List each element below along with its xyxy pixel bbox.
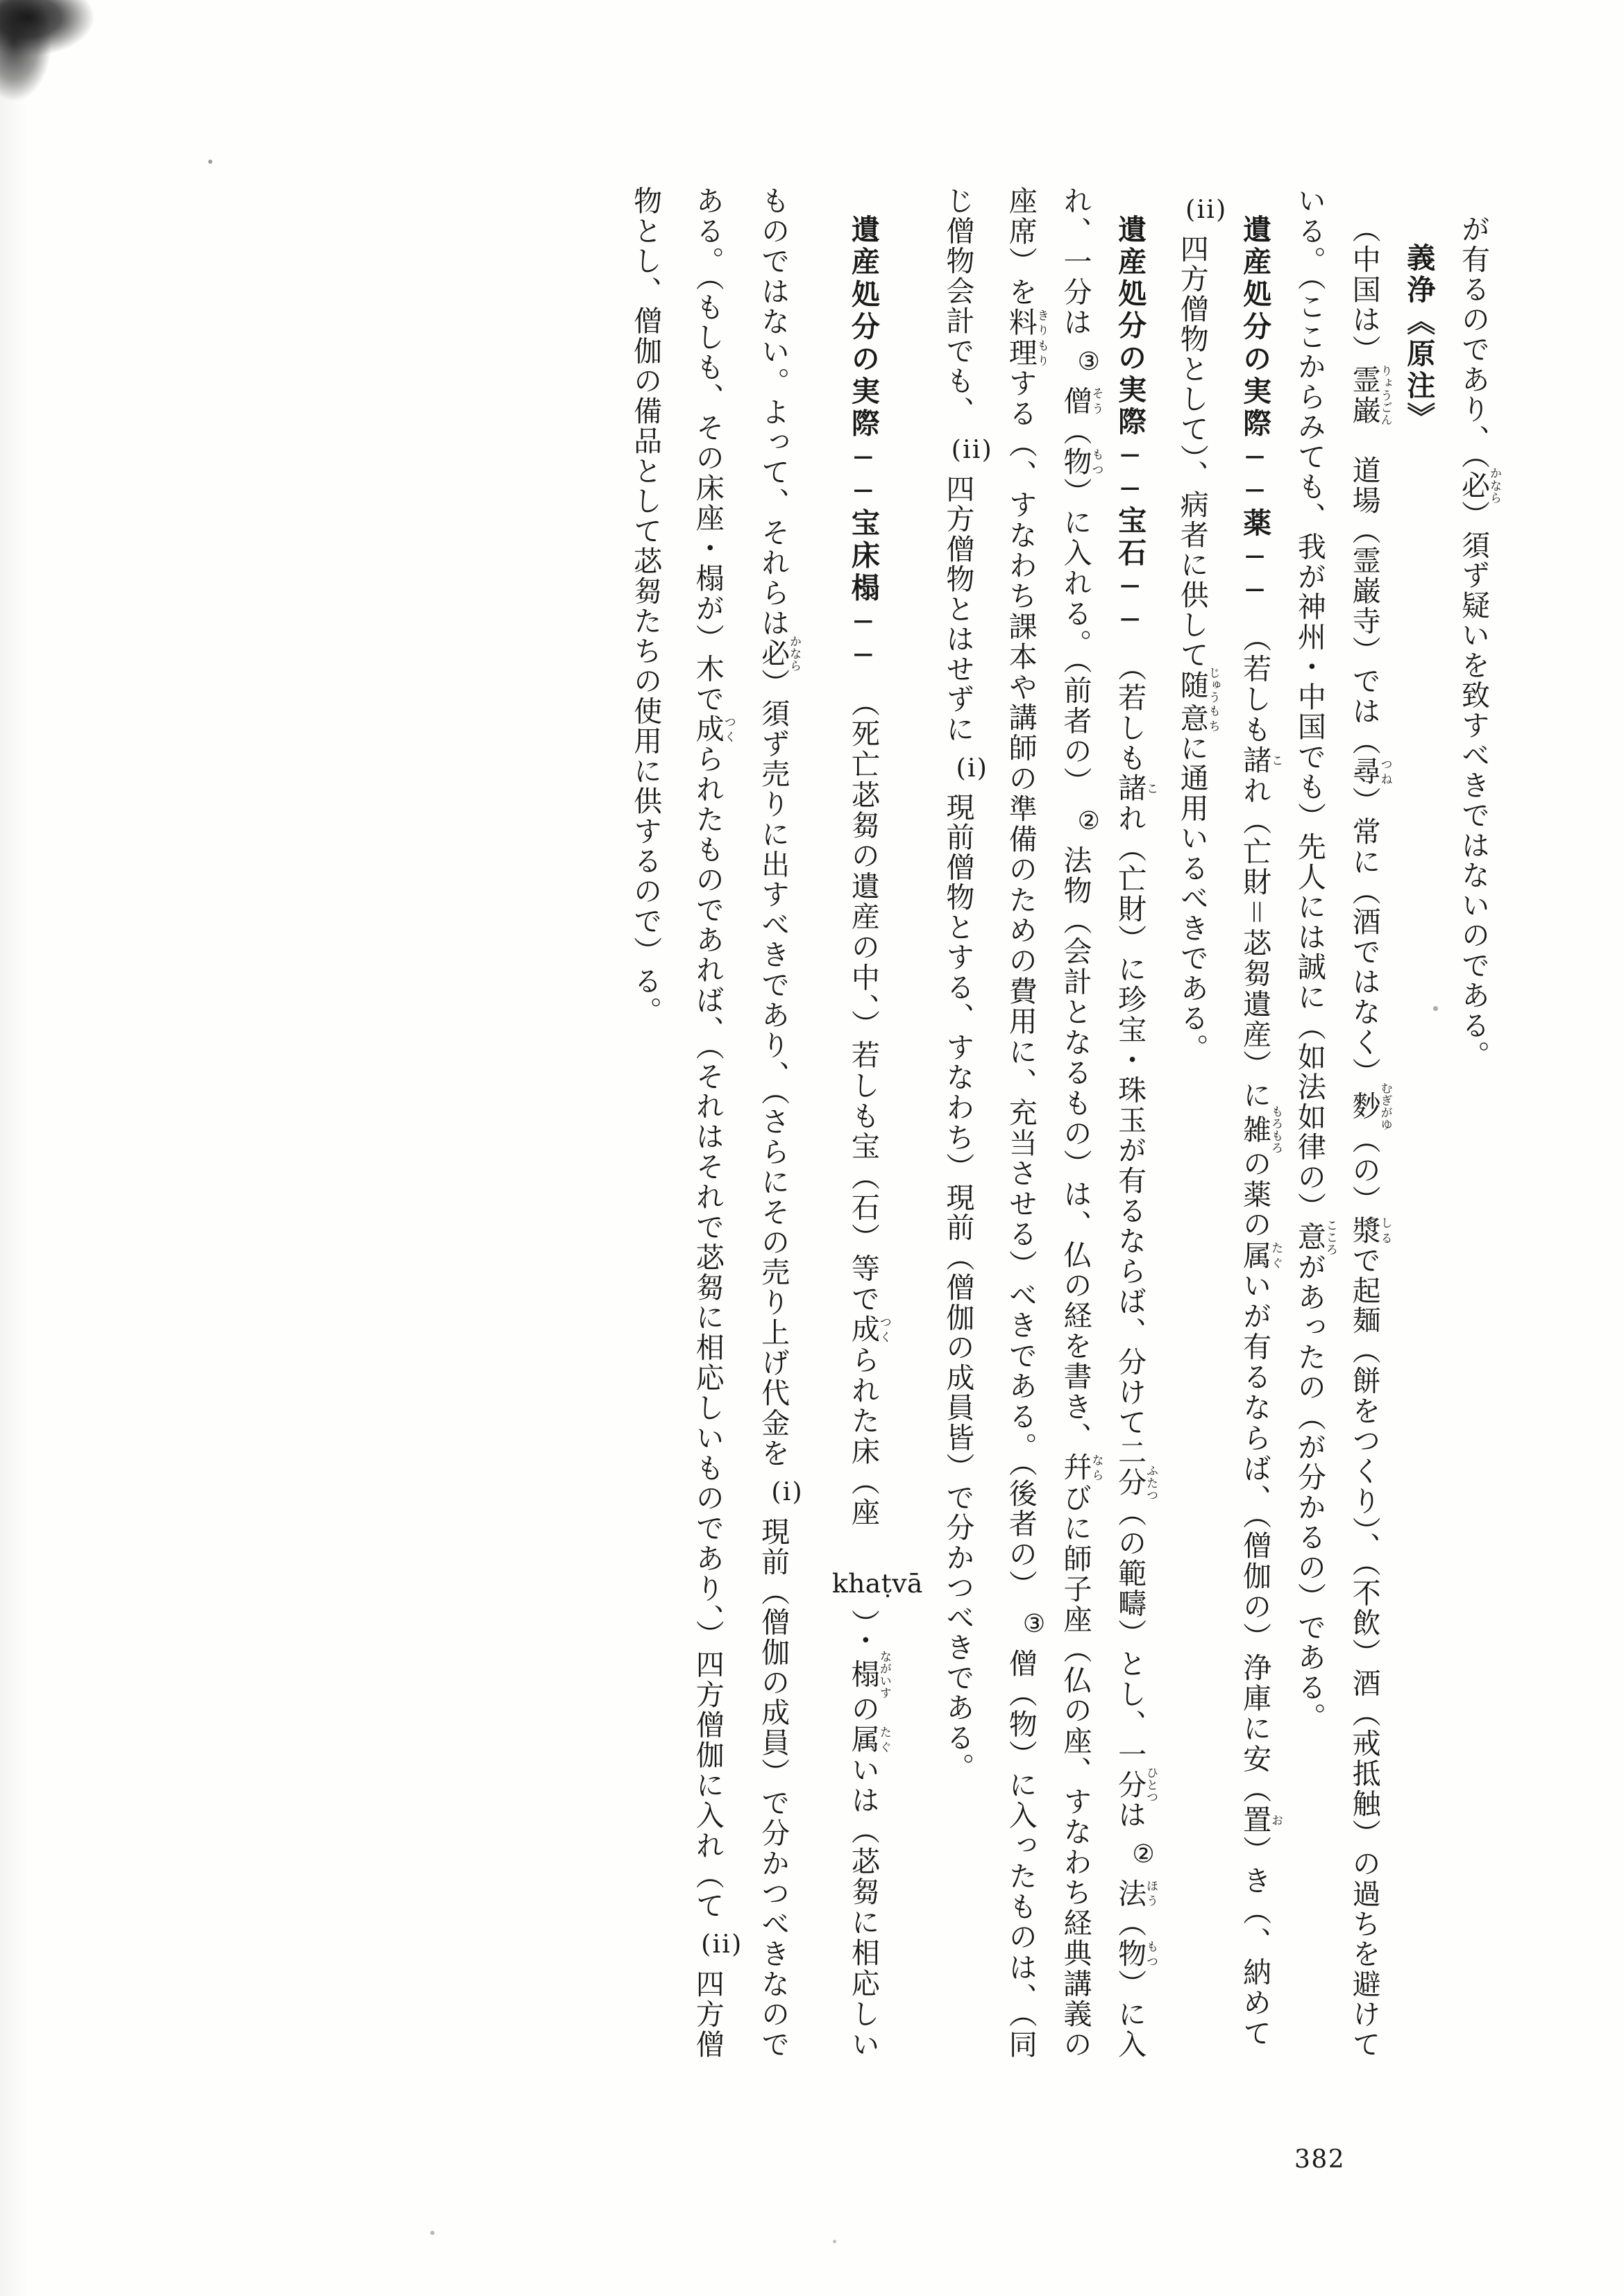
ruby-oki: 置お: [1238, 1805, 1283, 1836]
roman-numeral-ii: (ii): [1185, 195, 1228, 224]
ruby-kanarazu2: 必かなら: [756, 635, 802, 672]
heading-heritage-medicine: 遺産処分の実際──薬──: [1238, 214, 1272, 607]
section-title-text: 義浄《原注》: [1402, 243, 1436, 434]
ruby-motsu2: 物もつ: [1058, 447, 1103, 477]
ruby-nagaisu: 榻ながいす: [846, 1650, 891, 1699]
paragraph-opening: が有るのであり、（必かなら）須ず疑いを致すべきではないのである。: [1457, 214, 1501, 1071]
marker-3b: ③: [1022, 1609, 1047, 1639]
ruby-motsu: 物もつ: [1113, 1939, 1158, 1969]
paragraph-original-note: （中国は）霊巌りょうごん 道場（霊巌寺）では（尋つね）常に（酒ではなく）麨むぎがゆ（の）漿しるで起麺（餅をつくり）、（不飲）酒（戒抵触）の過ちを避けている。（ここからみても、我が神州・中国でも）先人には誠に（如法如律の）意こころがあったの（が分かるの）である。: [1292, 186, 1392, 2059]
ruby-narabi: 幷なら: [1058, 1452, 1103, 1483]
ruby-hitotsu: 分ひとつ: [1113, 1766, 1158, 1803]
ruby-moromoro: 雑もろもろ: [1238, 1105, 1283, 1155]
ruby-tsune: 尋つね: [1347, 756, 1392, 787]
marker-3: ③: [1077, 346, 1102, 376]
page-number: 382: [1294, 2145, 1346, 2174]
latin-term-khatva: khaṭvā: [831, 1567, 923, 1599]
paragraph-heritage-medicine: 遺産処分の実際──薬── （若しも諸これ（亡財＝苾芻遺産）に雑もろもろの薬の属たぐいが有るならば、（僧伽の）浄庫に安（置お）き（、納めて(ii)四方僧物として）、病者に供して随じゅう意もちに通用いるべきである。: [1157, 186, 1282, 2059]
paragraph-heritage-gems: 遺産処分の実際──宝石── （若しも諸これ（亡財）に珍宝・珠玉が有るならば、分けて二分ふたつ（の範疇）とし、一分ひとつは②法ほう（物もつ）に入れ、一分は③僧そう（物もつ）に入れる。（前者の）②法物（会計となるもの）は、仏の経を書き、幷ならびに師子座（仏の座、すなわち経典講義の座席）を料理きりもりする（、すなわち課本や講師の準備のための費用に、充当させる）べきである。（後者の）③僧（物）に入ったものは、（同じ僧物会計でも、(ii)四方僧物とはせずに(i)現前僧物とする、すなわち）現前（僧伽の成員皆）で分かつべきである。: [923, 186, 1157, 2059]
ruby-tagui: 属たぐ: [1238, 1240, 1283, 1271]
ruby-tsuku2: 成つく: [691, 714, 736, 745]
marker-2b: ②: [1077, 806, 1102, 835]
paragraph-heritage-beds: 遺産処分の実際──宝床榻── （死亡苾芻の遺産の中、）若しも宝（石）等で成つくられた床（座 khaṭvā）・榻ながいすの属たぐいは（苾芻に相応しいものではない。よって、それらは必かなら）須ず売りに出すべきであり、（さらにその売り上げ代金を(i)現前（僧伽の成員）で分かつべきなのである。（もしも、その床座・榻が）木で成つくられたものであれば、（それはそれで苾芻に相応しいものであり、）四方僧伽に入れ（て(ii)四方僧物とし、僧伽の備品として苾芻たちの使用に供するので）る。: [629, 186, 923, 2060]
ruby-juu: 随じゅう: [1175, 666, 1220, 704]
ruby-mochi: 意もち: [1175, 703, 1220, 733]
ruby-kokoro: 意こころ: [1292, 1218, 1337, 1256]
ruby-tagui2: 属たぐ: [846, 1724, 891, 1755]
heading-heritage-beds: 遺産処分の実際──宝床榻──: [846, 214, 880, 672]
vertical-text-body: [223, 186, 1500, 2059]
ruby-kirimori: 料理きりもり: [1004, 307, 1049, 368]
page-edge-shading: [0, 0, 28, 2296]
scan-speck: [208, 160, 212, 164]
marker-2: ②: [1132, 1839, 1156, 1869]
roman-numeral-i: (i): [956, 753, 989, 783]
ruby-futatsu: 分ふたつ: [1113, 1464, 1158, 1502]
ruby-ko: 諸こ: [1238, 745, 1283, 776]
ruby-hou: 法ほう: [1113, 1878, 1158, 1909]
ruby-tsuku: 成つく: [846, 1314, 891, 1345]
ruby-shiru: 漿しる: [1347, 1215, 1392, 1245]
heading-heritage-gems: 遺産処分の実際──宝石──: [1113, 214, 1147, 636]
scan-smudge: [0, 0, 160, 146]
roman-numeral-ii-3: (ii): [701, 1930, 743, 1959]
ruby-kanarazu: 必かなら: [1457, 467, 1501, 504]
scan-speck: [430, 2231, 434, 2235]
scan-speck: [833, 2240, 836, 2243]
section-title-gijo-genchu: [1392, 186, 1446, 2059]
ruby-ryogon: 霊巌りょうごん: [1347, 364, 1392, 426]
roman-numeral-ii-2: (ii): [951, 435, 993, 465]
ruby-mugigayu: 麨むぎがゆ: [1347, 1082, 1392, 1131]
ruby-ko2: 諸こ: [1113, 773, 1158, 803]
roman-numeral-i-2: (i): [771, 1477, 804, 1507]
ruby-sou: 僧そう: [1058, 386, 1103, 417]
